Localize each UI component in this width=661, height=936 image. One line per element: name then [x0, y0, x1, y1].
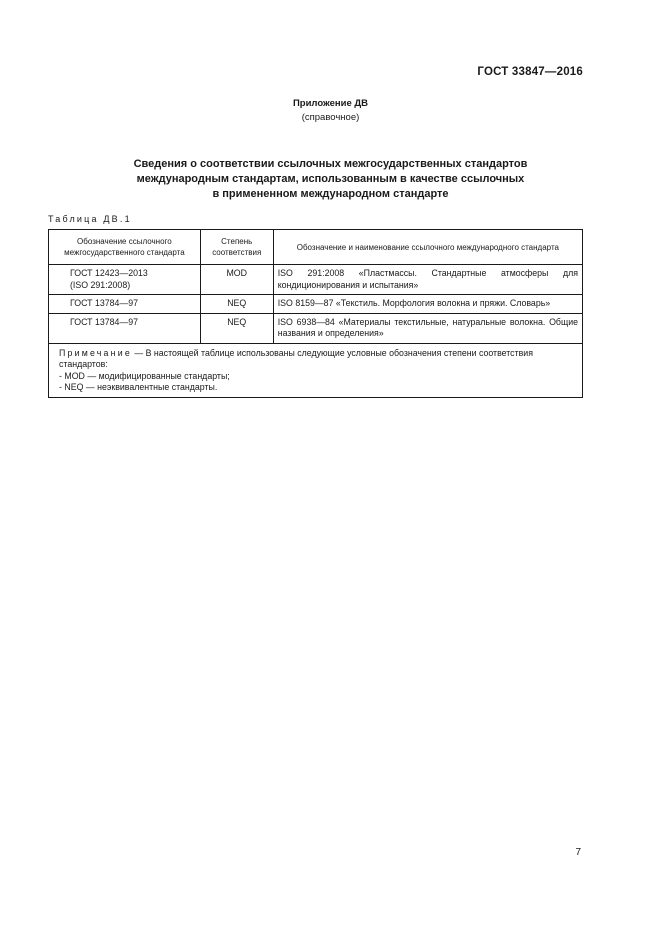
table-caption: Таблица ДВ.1 [48, 214, 132, 224]
table-row [49, 295, 583, 314]
heading-line-1: Сведения о соответствии ссылочных межгосударственных стандартов [133, 158, 528, 170]
section-heading [0, 157, 661, 202]
page-number: 7 [575, 847, 581, 858]
annex-subtitle: (справочное) [301, 112, 360, 123]
table-note [49, 343, 583, 397]
header-standard: Обозначение ссылочного межгосударственного стандарта [49, 230, 201, 265]
table-row [49, 265, 583, 295]
cell-reference: ISO 8159—87 «Текстиль. Морфология волокна и пряжи. Словарь» [273, 295, 582, 314]
table-header-row [49, 230, 583, 265]
document-code: ГОСТ 33847—2016 [477, 66, 583, 78]
cell-reference: ISO 6938—84 «Материалы текстильные, натуральные волокна. Общие названия и определения» [273, 313, 582, 343]
header-degree: Степень соответствия [200, 230, 273, 265]
annex-title: Приложение ДВ [292, 98, 369, 109]
heading-line-3: в примененном международном стандарте [212, 188, 449, 200]
correspondence-table [48, 229, 583, 398]
cell-degree: NEQ [200, 313, 273, 343]
note-label: Примечание [59, 347, 132, 358]
heading-line-2: международным стандартам, использованным в качестве ссылочных [136, 173, 525, 185]
table-note-row [49, 343, 583, 397]
header-reference: Обозначение и наименование ссылочного международного стандарта [273, 230, 582, 265]
table-row [49, 313, 583, 343]
note-item: - MOD — модифицированные стандарты; [59, 370, 230, 381]
cell-standard [49, 265, 201, 295]
cell-degree: MOD [200, 265, 273, 295]
standard-line: ГОСТ 13784—97 [70, 316, 139, 327]
note-text [59, 348, 572, 371]
note-item: - NEQ — неэквивалентные стандарты. [59, 382, 218, 392]
cell-standard [49, 295, 201, 314]
cell-standard [49, 313, 201, 343]
standard-line: (ISO 291:2008) [70, 279, 131, 290]
note-body: — В настоящей таблице использованы следующие условные обозначения степени соответствия стандартов: [59, 347, 533, 369]
standard-line: ГОСТ 12423—2013 [70, 268, 148, 278]
cell-reference: ISO 291:2008 «Пластмассы. Стандартные атмосферы для кондиционирования и испытания» [273, 265, 582, 295]
standard-line: ГОСТ 13784—97 [70, 298, 139, 308]
cell-degree: NEQ [200, 295, 273, 314]
annex-title-block [0, 97, 661, 125]
